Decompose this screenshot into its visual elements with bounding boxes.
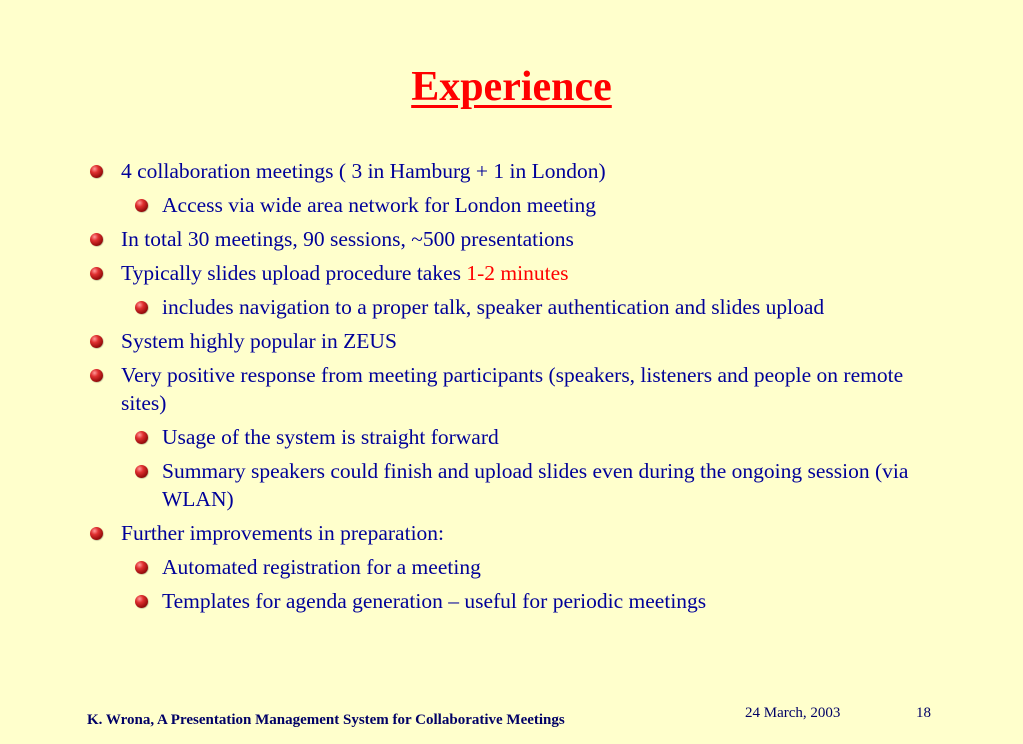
footer-date: 24 March, 2003 xyxy=(745,705,841,721)
bullet-list xyxy=(88,157,948,621)
bullet-item xyxy=(88,225,948,253)
bullet-text: includes navigation to a proper talk, speaker authentication and slides upload xyxy=(162,295,825,319)
bullet-text: Further improvements in preparation: xyxy=(121,521,445,545)
bullet-text: System highly popular in ZEUS xyxy=(121,329,397,353)
slide-title: Experience xyxy=(411,64,612,110)
sub-bullet-item xyxy=(88,553,948,581)
bullet-text: Summary speakers could finish and upload slides even during the ongoing session (via WLAN) xyxy=(162,459,909,511)
bullet-text: Access via wide area network for London meeting xyxy=(162,193,597,217)
red-sphere-bullet-icon xyxy=(135,199,148,212)
bullet-item xyxy=(88,157,948,185)
red-sphere-bullet-icon xyxy=(135,561,148,574)
red-sphere-bullet-icon xyxy=(90,527,103,540)
red-sphere-bullet-icon xyxy=(90,335,103,348)
bullet-text: Automated registration for a meeting xyxy=(162,555,481,579)
bullet-text: Very positive response from meeting participants (speakers, listeners and people on remote sites) xyxy=(121,363,904,415)
red-sphere-bullet-icon xyxy=(90,233,103,246)
highlighted-duration: 1-2 minutes xyxy=(466,261,569,285)
bullet-item xyxy=(88,519,948,547)
footer-page-number: 18 xyxy=(916,705,931,721)
red-sphere-bullet-icon xyxy=(135,465,148,478)
bullet-item xyxy=(88,259,948,287)
red-sphere-bullet-icon xyxy=(90,369,103,382)
red-sphere-bullet-icon xyxy=(90,267,103,280)
bullet-text: 4 collaboration meetings ( 3 in Hamburg + 1 in London) xyxy=(121,159,606,183)
red-sphere-bullet-icon xyxy=(90,165,103,178)
footer-author-title: K. Wrona, A Presentation Management System for Collaborative Meetings xyxy=(87,712,565,728)
sub-bullet-item xyxy=(88,293,948,321)
bullet-text: In total 30 meetings, 90 sessions, ~500 presentations xyxy=(121,227,574,251)
red-sphere-bullet-icon xyxy=(135,595,148,608)
red-sphere-bullet-icon xyxy=(135,431,148,444)
bullet-text: Usage of the system is straight forward xyxy=(162,425,499,449)
sub-bullet-item xyxy=(88,457,948,513)
sub-bullet-item xyxy=(88,191,948,219)
sub-bullet-item xyxy=(88,423,948,451)
bullet-item xyxy=(88,361,948,417)
bullet-item xyxy=(88,327,948,355)
red-sphere-bullet-icon xyxy=(135,301,148,314)
bullet-text: Typically slides upload procedure takes xyxy=(121,261,467,285)
bullet-text: Templates for agenda generation – useful for periodic meetings xyxy=(162,589,707,613)
sub-bullet-item xyxy=(88,587,948,615)
